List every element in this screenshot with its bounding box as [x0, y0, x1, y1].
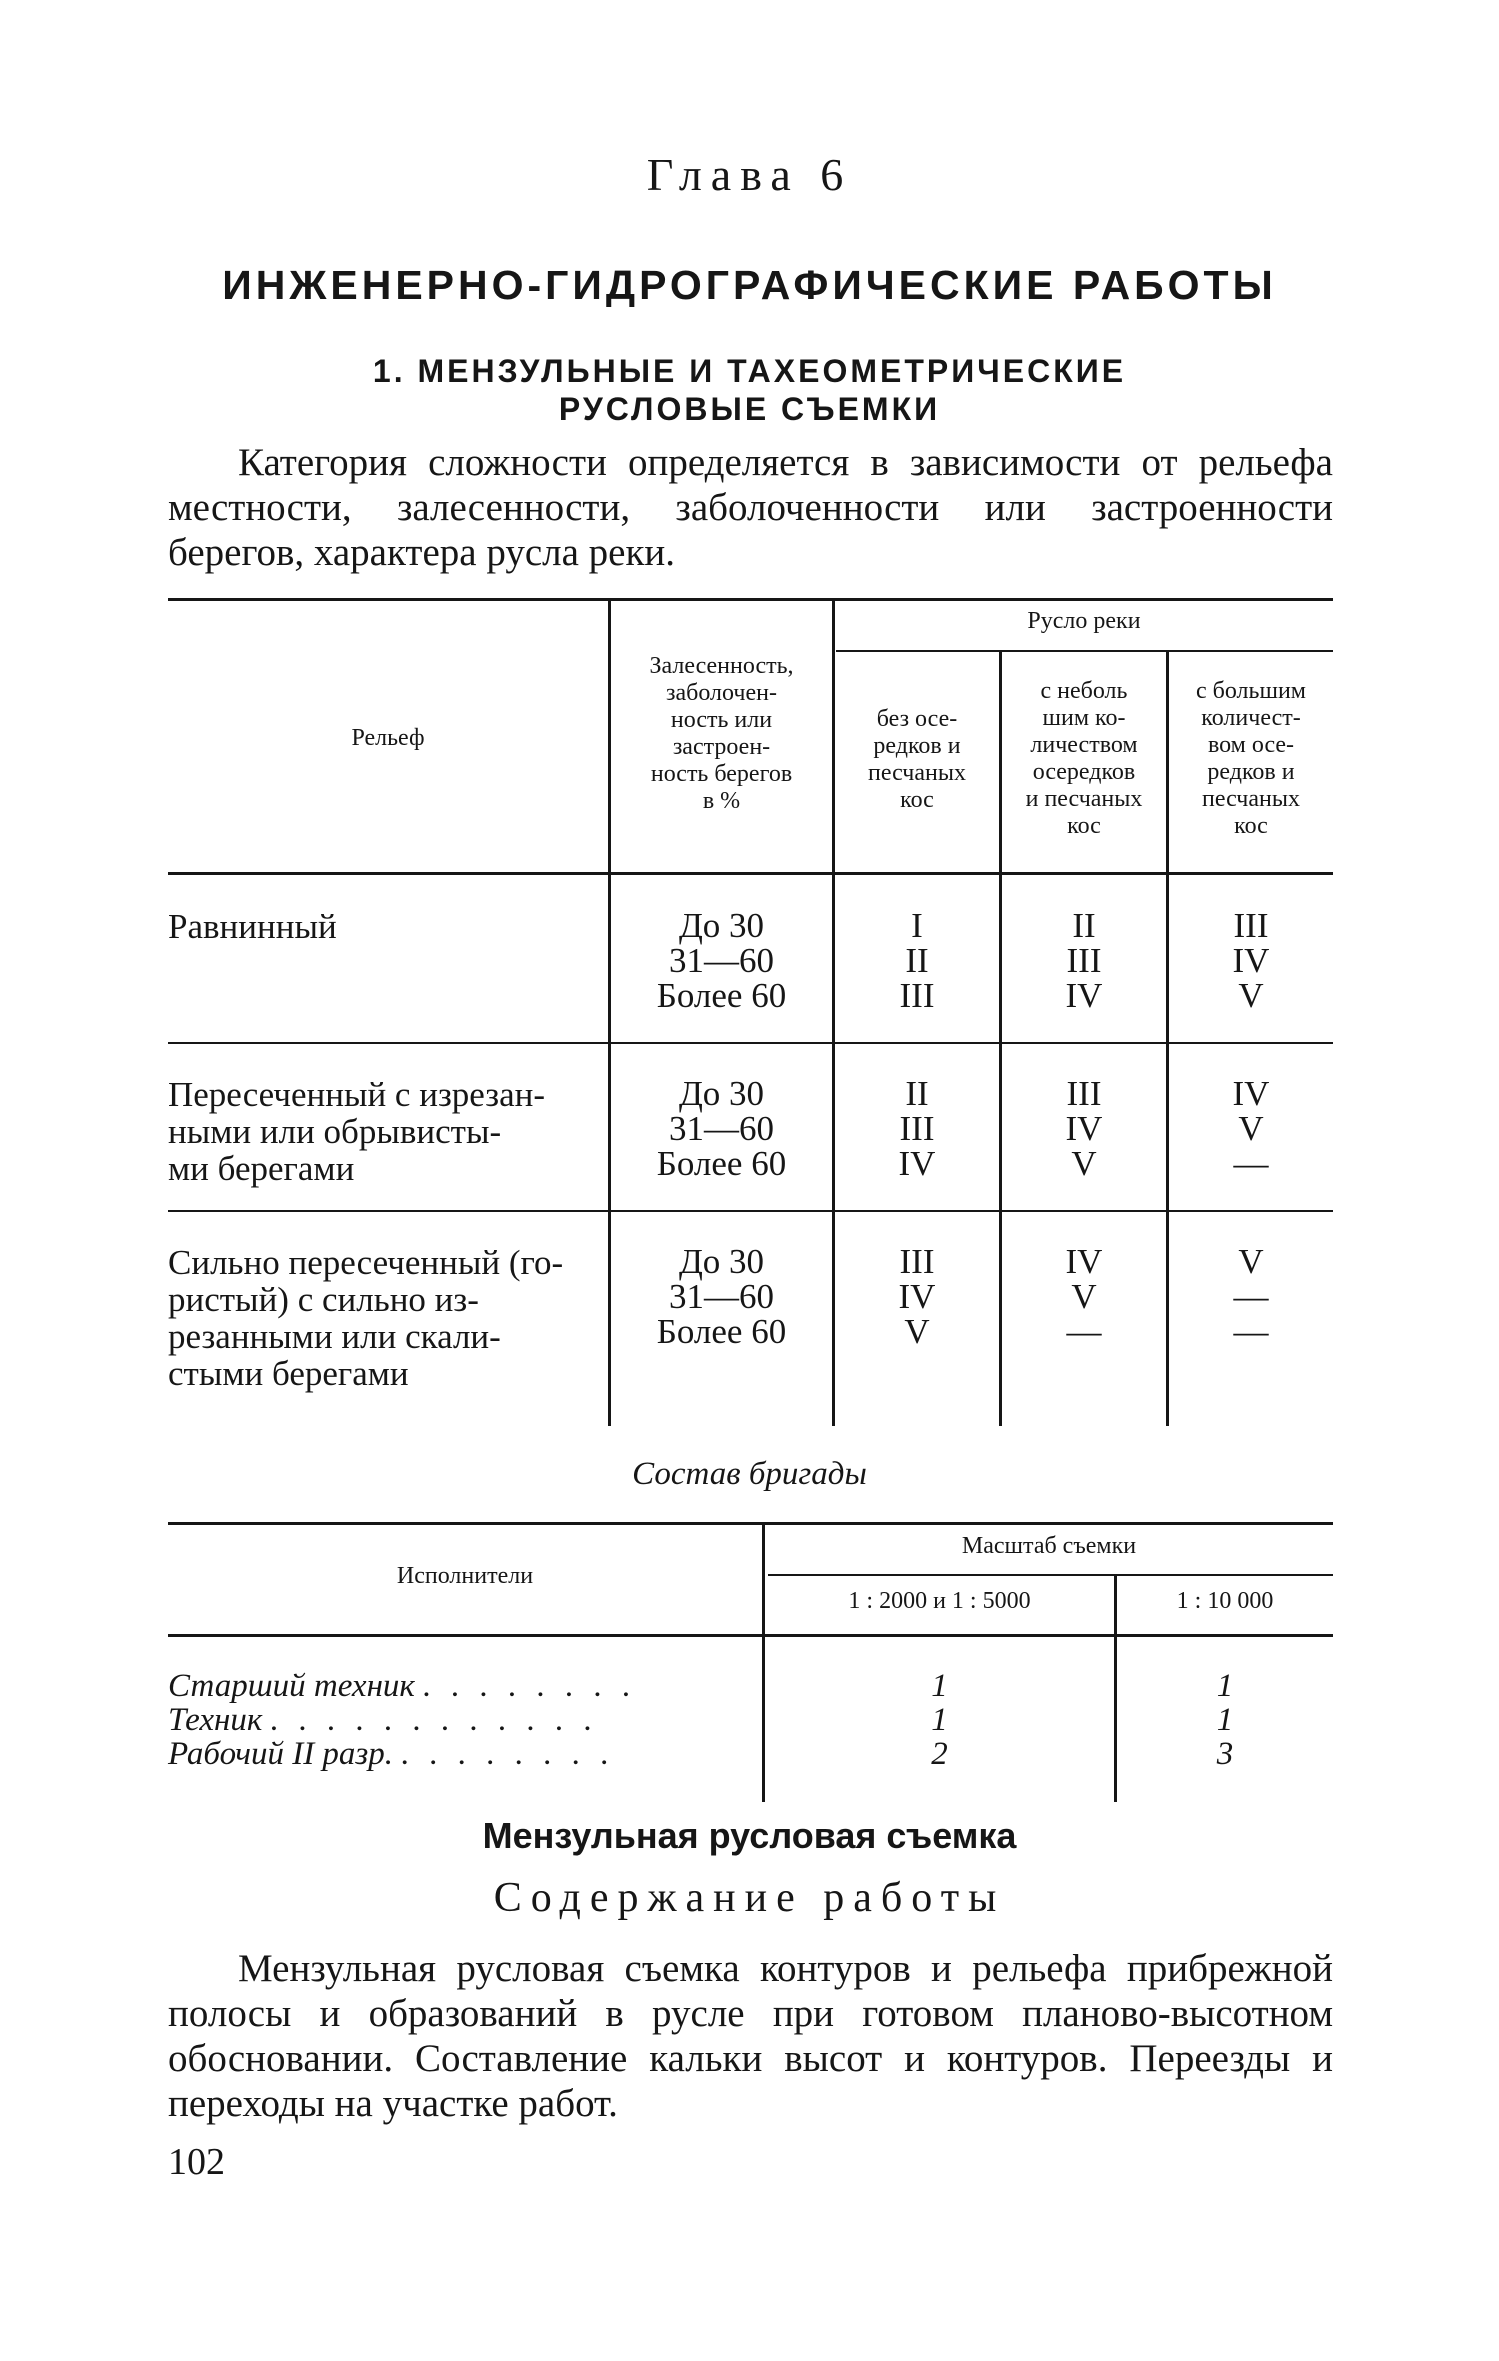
team-table	[168, 1522, 1333, 1802]
section-title	[0, 352, 1499, 428]
header-col-c: с большим количест- вом осе- редков и песчаных кос	[1196, 678, 1306, 839]
table-row-2-col-b: III IV V	[1065, 1074, 1103, 1183]
table-row-1-col-b: II III IV	[1065, 906, 1103, 1015]
table-caption: Состав бригады	[632, 1456, 867, 1492]
team-row-3-a: 2	[931, 1736, 948, 1772]
table-row-3-relief: Сильно пересеченный (го- ристый) с сильно из- резанными или скали- стыми берегами	[168, 1243, 564, 1393]
table-row-3-col-c: V — —	[1233, 1242, 1269, 1351]
intro-paragraph: Категория сложности определяется в зависимости от рельефа местности, залесенности, заболоченности или застроенности берегов, характера русла реки.	[168, 441, 1333, 574]
main-title: ИНЖЕНЕРНО-ГИДРОГРАФИЧЕСКИЕ РАБОТЫ	[222, 262, 1277, 308]
table-row-2-relief: Пересеченный с изрезан- ными или обрывисты- ми берегами	[168, 1075, 545, 1188]
team-row-1-a: 1	[931, 1668, 948, 1704]
table-row-1-col-c: III IV V	[1232, 906, 1270, 1015]
table-row-3-col-a: III IV V	[898, 1242, 936, 1351]
table-row-1-col-a: I II III	[899, 906, 935, 1015]
category-table	[168, 598, 1333, 1426]
table-rule-row1	[168, 1042, 1333, 1044]
table-row-2-col-c: IV V —	[1232, 1074, 1270, 1183]
header-scale-b: 1 : 10 000	[1176, 1588, 1274, 1614]
header-riverbed: Русло реки	[1027, 608, 1141, 634]
subheading-survey: Мензульная русловая съемка	[482, 1815, 1017, 1856]
table-row-1-forest: До 30 31—60 Более 60	[656, 906, 787, 1015]
header-forest: Залесенность, заболочен- ность или застроен- ность берегов в %	[649, 653, 794, 814]
table-rule-header	[168, 872, 1333, 875]
team-row-3-name: Рабочий II разр. . . . . . . . .	[168, 1736, 616, 1772]
page-number: 102	[168, 2141, 225, 2183]
body-paragraph: Мензульная русловая съемка контуров и рельефа прибрежной полосы и образований в русле при готовом планово-высотном обосновании. Составление кальки высот и контуров. Переезды и переходы на участке работ.	[168, 1947, 1333, 2125]
team-rule-header	[168, 1634, 1333, 1637]
table-row-3-forest: До 30 31—60 Более 60	[656, 1242, 787, 1351]
team-row-1-b: 1	[1216, 1668, 1234, 1704]
team-row-2-name: Техник . . . . . . . . . . . .	[168, 1702, 599, 1738]
table-rule-top	[168, 598, 1333, 601]
table-row-3-col-b: IV V —	[1065, 1242, 1103, 1351]
table-rule-riverbed	[836, 650, 1333, 652]
team-rule-scale	[768, 1574, 1333, 1576]
chapter-heading: Глава 6	[646, 149, 853, 200]
header-scale-a: 1 : 2000 и 1 : 5000	[848, 1588, 1031, 1614]
team-row-3-b: 3	[1216, 1736, 1234, 1772]
header-col-a: без осе- редков и песчаных кос	[868, 706, 966, 813]
team-row-2-a: 1	[931, 1702, 948, 1738]
team-row-2-b: 1	[1216, 1702, 1234, 1738]
header-relief: Рельеф	[351, 725, 425, 751]
header-executors: Исполнители	[396, 1563, 534, 1589]
team-rule-top	[168, 1522, 1333, 1525]
table-row-2-forest: До 30 31—60 Более 60	[656, 1074, 787, 1183]
section-title-line2: РУСЛОВЫЕ СЪЕМКИ	[558, 391, 941, 427]
subheading-contents: Содержание работы	[493, 1875, 1006, 1921]
table-row-2-col-a: II III IV	[898, 1074, 936, 1183]
table-rule-row2	[168, 1210, 1333, 1212]
header-col-b: с неболь шим ко- личеством осередков и песчаных кос	[1025, 678, 1143, 839]
table-row-1-relief: Равнинный	[168, 907, 337, 946]
team-row-1-name: Старший техник . . . . . . . .	[168, 1668, 637, 1704]
header-scale: Масштаб съемки	[961, 1533, 1137, 1559]
section-title-line1: 1. МЕНЗУЛЬНЫЕ И ТАХЕОМЕТРИЧЕСКИЕ	[372, 353, 1127, 389]
